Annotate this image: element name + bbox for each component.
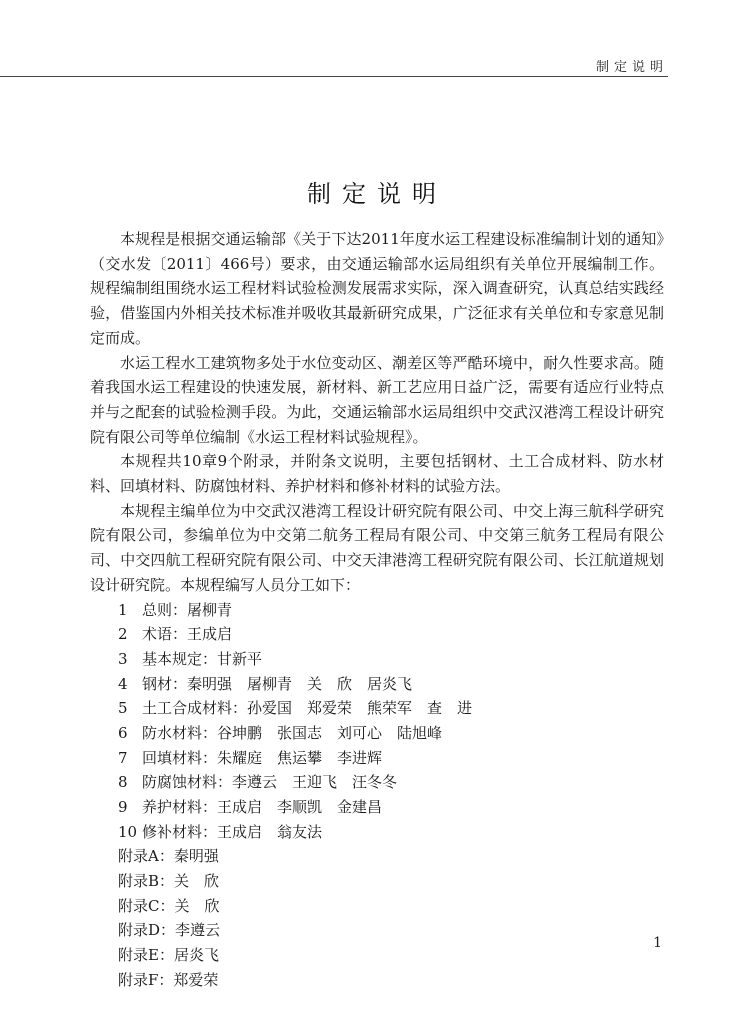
list-item (90, 647, 664, 672)
page-number: 1 (653, 935, 662, 951)
chapter-authors: 基本规定：甘新平 (142, 649, 263, 668)
chapter-authors: 防腐蚀材料：李遵云 王迎飞 汪冬冬 (142, 773, 398, 792)
paragraph-2: 水运工程水工建筑物多处于水位变动区、潮差区等严酷环境中，耐久性要求高。随着我国水运工程建设的快速发展，新材料、新工艺应用日益广泛，需要有适应行业特点并与之配套的试验检测手段。为此，交通运输部水运局组织中交武汉港湾工程设计研究院有限公司等单位编制《水运工程材料试验规程》。 (90, 353, 664, 446)
chapter-author-list (90, 598, 664, 845)
list-item (90, 795, 664, 820)
paragraph-4: 本规程主编单位为中交武汉港湾工程设计研究院有限公司、中交上海三航科学研究院有限公司，参编单位为中交第二航务工程局有限公司、中交第三航务工程局有限公司、中交四航工程研究院有限公司、中交天津港湾工程研究院有限公司、长江航道规划设计研究院。本规程编写人员分工如下： (90, 501, 664, 594)
chapter-authors: 养护材料：王成启 李顺凯 金建昌 (142, 798, 383, 817)
running-header: 制定说明 (595, 60, 668, 75)
list-item (90, 622, 664, 647)
chapter-number: 7 (118, 748, 128, 767)
chapter-authors: 术语：王成启 (142, 625, 233, 644)
chapter-authors: 防水材料：谷坤鹏 张国志 刘可心 陆旭峰 (142, 723, 443, 742)
page-title: 制定说明 (307, 180, 447, 208)
chapter-authors: 回填材料：朱耀庭 焦运攀 李进辉 (142, 748, 383, 767)
paragraph-3: 本规程共10章9个附录，并附条文说明，主要包括钢材、土工合成材料、防水材料、回填材料、防腐蚀材料、养护材料和修补材料的试验方法。 (90, 452, 664, 496)
list-item (90, 820, 664, 845)
list-item (90, 746, 664, 771)
chapter-number: 3 (118, 649, 128, 668)
chapter-number: 9 (118, 798, 128, 817)
list-item (90, 721, 664, 746)
chapter-authors: 钢材：秦明强 屠柳青 关 欣 居炎飞 (142, 674, 413, 693)
appendix-item: 附录B：关 欣 (118, 872, 220, 891)
paragraph-1: 本规程是根据交通运输部《关于下达2011年度水运工程建设标准编制计划的通知》（交水发〔2011〕466号）要求，由交通运输部水运局组织有关单位开展编制工作。规程编制组围绕水运工程材料试验检测发展需求实际，深入调查研究，认真总结实践经验，借鉴国内外相关技术标准并吸收其最新研究成果，广泛征求有关单位和专家意见制定而成。 (90, 230, 664, 347)
appendix-item: 附录D：李遵云 (118, 921, 221, 940)
appendix-item: 附录F：郑爱荣 (118, 970, 219, 989)
list-item (90, 672, 664, 697)
list-item (90, 696, 664, 721)
chapter-number: 1 (118, 600, 128, 619)
body-text (90, 227, 664, 993)
header-rule (0, 76, 668, 77)
appendix-item: 附录A：秦明强 (118, 847, 219, 866)
list-item (90, 770, 664, 795)
chapter-authors: 土工合成材料：孙爱国 郑爱荣 熊荣军 查 进 (142, 699, 473, 718)
chapter-authors: 修补材料：王成启 翁友法 (142, 822, 323, 841)
chapter-number: 2 (118, 625, 128, 644)
chapter-number: 4 (118, 674, 128, 693)
appendix-author-list (90, 844, 664, 992)
list-item (90, 598, 664, 623)
chapter-number: 10 (118, 822, 138, 841)
chapter-number: 8 (118, 773, 128, 792)
chapter-number: 5 (118, 699, 128, 718)
appendix-item: 附录E：居炎飞 (118, 946, 219, 965)
chapter-authors: 总则：屠柳青 (142, 600, 233, 619)
appendix-item: 附录C：关 欣 (118, 896, 220, 915)
chapter-number: 6 (118, 723, 128, 742)
